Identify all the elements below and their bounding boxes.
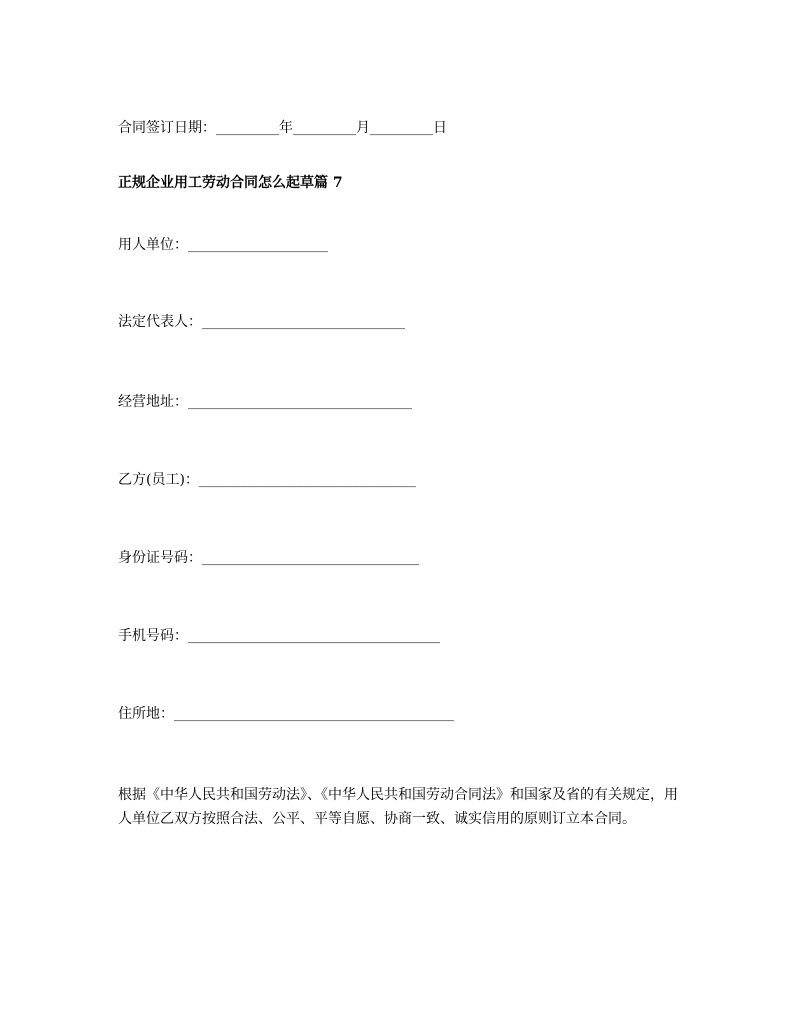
contract-sign-date: 合同签订日期：_________年_________月_________日 [118,120,447,136]
phone-number-field: 手机号码：____________________________________ [118,628,440,644]
contract-preamble-paragraph: 根据《中华人民共和国劳动法》、《中华人民共和国劳动合同法》和国家及省的有关规定，用人单位乙双方按照合法、公平、平等自愿、协商一致、诚实信用的原则订立本合同。 [118,787,678,827]
employer-field: 用人单位：____________________ [118,237,328,253]
business-address-field: 经营地址：________________________________ [118,394,412,410]
party-b-employee-field: 乙方(员工)：_______________________________ [118,472,416,488]
residence-field: 住所地：________________________________________ [118,706,454,722]
section-heading: 正规企业用工劳动合同怎么起草篇 7 [118,175,343,191]
id-number-field: 身份证号码：_______________________________ [118,550,419,566]
legal-representative-field: 法定代表人：_____________________________ [118,314,405,330]
